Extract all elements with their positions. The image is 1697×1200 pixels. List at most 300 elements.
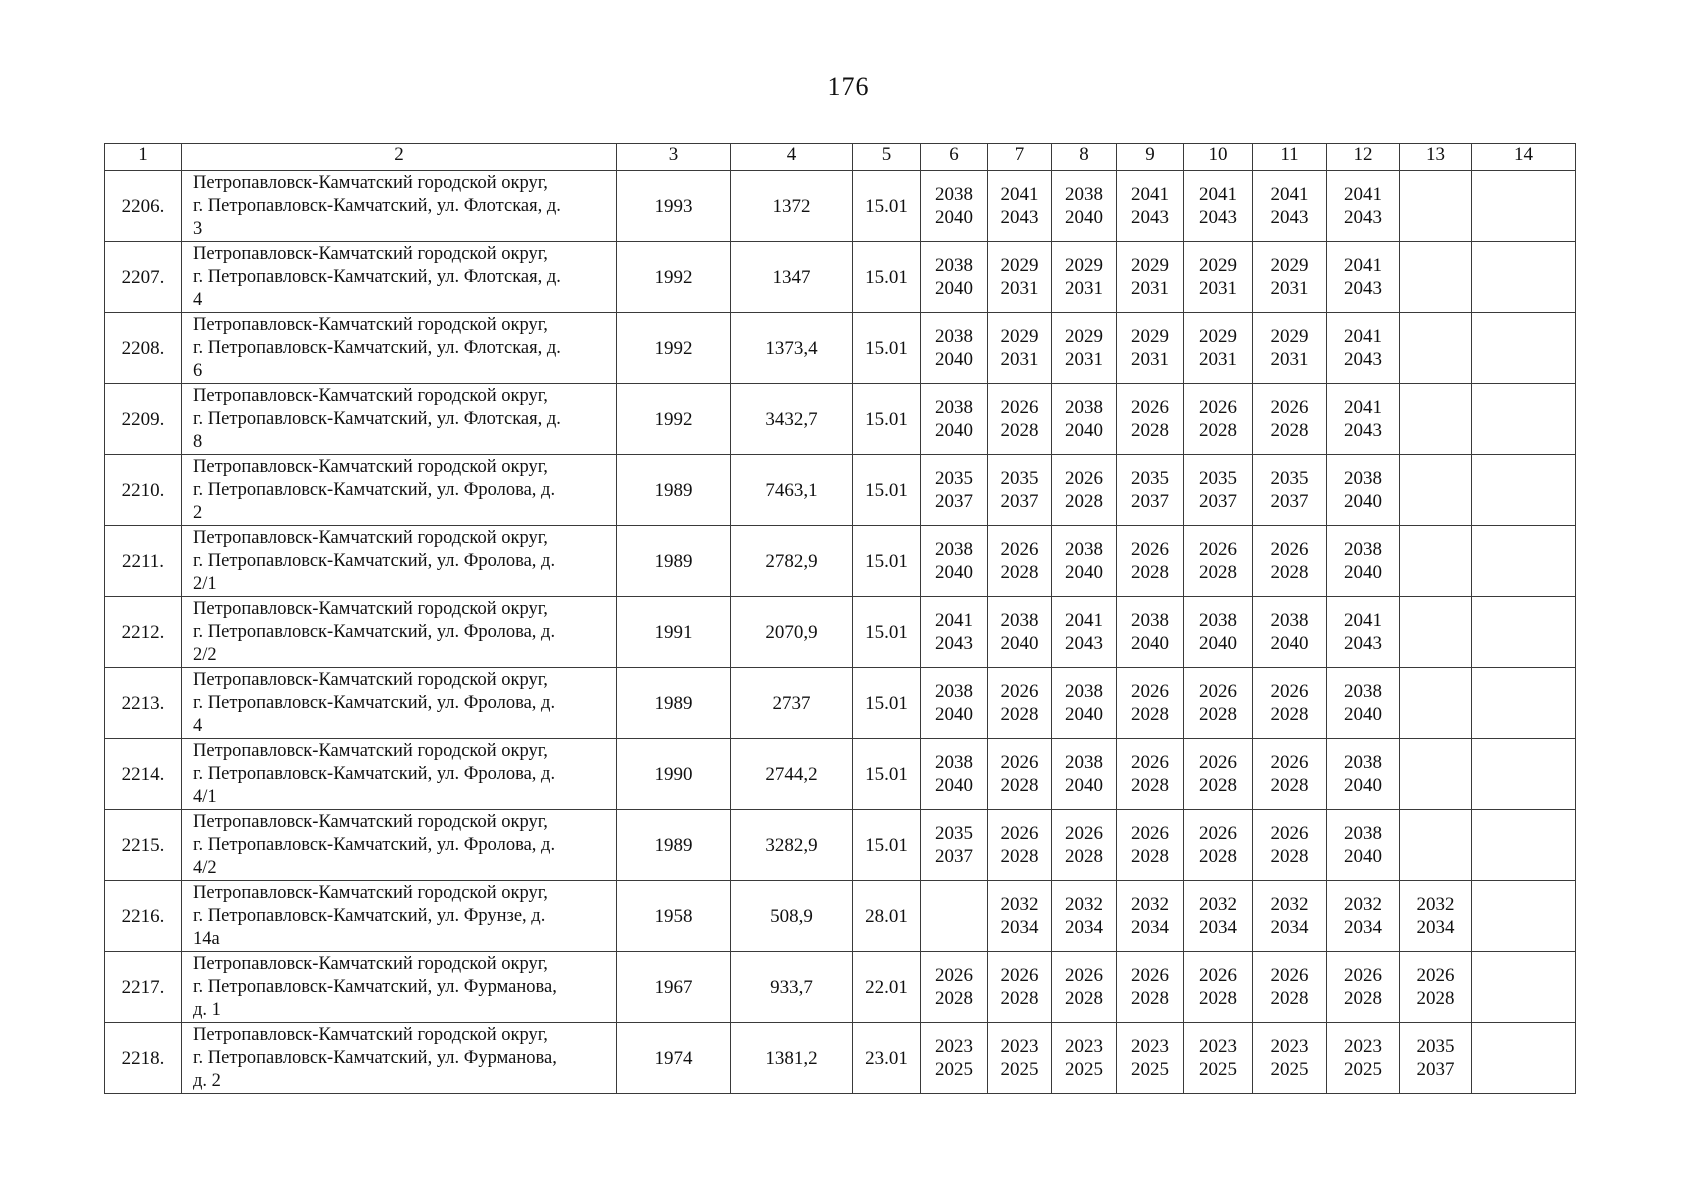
address-line: 2/2 [193, 644, 217, 665]
term-cell [1052, 242, 1117, 313]
row-number-cell [105, 1023, 182, 1094]
term-end: 2043 [1199, 207, 1237, 228]
term-start: 2026 [935, 965, 973, 986]
address-line: 3 [193, 218, 203, 239]
term-start: 2026 [1270, 965, 1309, 986]
term-cell [1400, 171, 1472, 242]
term-start: 2026 [1000, 539, 1039, 560]
term-cell [1184, 313, 1253, 384]
column-14-cell [1472, 739, 1576, 810]
table-row [105, 881, 1576, 952]
term-end: 2028 [1131, 775, 1169, 796]
address-line: Петропавловск-Камчатский городской округ, [193, 243, 548, 264]
term-cell [1400, 810, 1472, 881]
term-end: 2025 [1000, 1059, 1039, 1080]
term-end: 2034 [1131, 917, 1169, 938]
term-start: 2026 [1199, 539, 1237, 560]
term-cell [1400, 526, 1472, 597]
column-14-cell [1472, 313, 1576, 384]
term-end: 2040 [1000, 633, 1039, 654]
address-line: г. Петропавловск-Камчатский, ул. Фролова, д. [193, 621, 556, 642]
address-line: г. Петропавловск-Камчатский, ул. Флотская, д. [193, 195, 561, 216]
column-14-cell [1472, 384, 1576, 455]
column-14-cell [1472, 455, 1576, 526]
term-start: 2041 [1344, 326, 1382, 347]
term-end: 2031 [1199, 278, 1237, 299]
column-14-cell [1472, 952, 1576, 1023]
address-line: 4/1 [193, 786, 217, 807]
column-header: 9 [1117, 144, 1184, 171]
term-cell [1253, 242, 1327, 313]
term-start: 2026 [1131, 397, 1169, 418]
term-end: 2034 [1416, 917, 1455, 938]
term-start: 2032 [1131, 894, 1169, 915]
term-end: 2028 [1199, 775, 1237, 796]
term-start: 2041 [1065, 610, 1103, 631]
area-cell [731, 952, 853, 1023]
address-line: Петропавловск-Камчатский городской округ, [193, 314, 548, 335]
term-cell [1327, 313, 1400, 384]
term-cell [1184, 526, 1253, 597]
term-end: 2028 [1270, 775, 1309, 796]
term-start: 2041 [1344, 184, 1382, 205]
address-line: г. Петропавловск-Камчатский, ул. Фрунзе, д. [193, 905, 546, 926]
build-year: 1992 [654, 337, 693, 359]
term-cell [1117, 739, 1184, 810]
term-start: 2023 [1344, 1036, 1382, 1057]
term-end: 2034 [1344, 917, 1382, 938]
term-end: 2043 [1344, 278, 1382, 299]
work-code: 15.01 [865, 692, 908, 714]
term-end: 2028 [1131, 846, 1169, 867]
term-start: 2029 [1000, 255, 1039, 276]
term-end: 2037 [1199, 491, 1237, 512]
build-year: 1958 [654, 905, 693, 927]
code-cell [853, 668, 921, 739]
term-start: 2038 [1344, 823, 1382, 844]
term-cell [921, 526, 988, 597]
address-line: Петропавловск-Камчатский городской округ, [193, 172, 548, 193]
build-year: 1993 [654, 195, 693, 217]
address-cell [182, 242, 617, 313]
term-start: 2029 [1270, 255, 1309, 276]
term-start: 2032 [1000, 894, 1039, 915]
address-cell [182, 455, 617, 526]
term-end: 2040 [1344, 491, 1382, 512]
total-area: 1373,4 [765, 337, 818, 359]
term-start: 2026 [1131, 965, 1169, 986]
term-cell [1052, 384, 1117, 455]
address-line: г. Петропавловск-Камчатский, ул. Фролова, д. [193, 550, 556, 571]
area-cell [731, 171, 853, 242]
term-end: 2043 [1270, 207, 1309, 228]
row-number-cell [105, 881, 182, 952]
term-start: 2041 [1344, 397, 1382, 418]
term-start: 2026 [1131, 539, 1169, 560]
term-cell [1117, 881, 1184, 952]
term-end: 2037 [1270, 491, 1309, 512]
area-cell [731, 526, 853, 597]
term-cell [1184, 171, 1253, 242]
code-cell [853, 739, 921, 810]
code-cell [853, 526, 921, 597]
term-start: 2029 [1065, 326, 1103, 347]
term-end: 2037 [935, 846, 973, 867]
address-cell [182, 952, 617, 1023]
row-number: 2208. [121, 337, 165, 359]
term-start: 2035 [935, 468, 973, 489]
term-start: 2026 [1199, 752, 1237, 773]
term-cell [1400, 313, 1472, 384]
term-end: 2028 [1000, 775, 1039, 796]
term-end: 2028 [1065, 988, 1103, 1009]
term-cell [1117, 952, 1184, 1023]
build-year: 1992 [654, 408, 693, 430]
term-cell [1052, 455, 1117, 526]
term-end: 2031 [1270, 349, 1309, 370]
term-start: 2035 [1131, 468, 1169, 489]
total-area: 508,9 [770, 905, 813, 927]
year-cell [617, 597, 731, 668]
term-end: 2043 [935, 633, 973, 654]
work-code: 15.01 [865, 763, 908, 785]
term-start: 2035 [935, 823, 973, 844]
term-cell [988, 526, 1052, 597]
term-cell [1052, 810, 1117, 881]
term-start: 2026 [1270, 397, 1309, 418]
term-cell [1253, 739, 1327, 810]
work-code: 22.01 [865, 976, 908, 998]
term-cell [988, 242, 1052, 313]
term-end: 2028 [1199, 704, 1237, 725]
term-end: 2031 [1000, 278, 1039, 299]
column-14-cell [1472, 881, 1576, 952]
term-start: 2038 [1131, 610, 1169, 631]
work-code: 28.01 [865, 905, 908, 927]
total-area: 1372 [772, 195, 811, 217]
term-start: 2026 [1131, 752, 1169, 773]
term-cell [1253, 526, 1327, 597]
build-year: 1992 [654, 266, 693, 288]
row-number: 2206. [121, 195, 165, 217]
term-start: 2026 [1270, 752, 1309, 773]
row-number-cell [105, 384, 182, 455]
term-start: 2041 [1344, 255, 1382, 276]
term-cell [1253, 384, 1327, 455]
code-cell [853, 597, 921, 668]
address-line: г. Петропавловск-Камчатский, ул. Фролова, д. [193, 763, 556, 784]
term-cell [921, 455, 988, 526]
row-number-cell [105, 526, 182, 597]
term-cell [1052, 597, 1117, 668]
term-end: 2028 [1416, 988, 1455, 1009]
term-cell [1184, 455, 1253, 526]
term-start: 2023 [1199, 1036, 1237, 1057]
address-cell [182, 171, 617, 242]
registry-table [104, 143, 1576, 1094]
address-line: 4 [193, 289, 203, 310]
term-start: 2026 [1000, 965, 1039, 986]
term-start: 2038 [935, 397, 973, 418]
column-header: 13 [1400, 144, 1472, 171]
term-cell [1253, 810, 1327, 881]
term-cell [1052, 952, 1117, 1023]
term-end: 2037 [1131, 491, 1169, 512]
term-start: 2035 [1199, 468, 1237, 489]
row-number-cell [105, 668, 182, 739]
term-start: 2026 [1270, 681, 1309, 702]
term-start: 2038 [1344, 468, 1382, 489]
term-cell [1052, 526, 1117, 597]
address-cell [182, 881, 617, 952]
table-row [105, 384, 1576, 455]
area-cell [731, 668, 853, 739]
build-year: 1991 [654, 621, 693, 643]
term-cell [1117, 597, 1184, 668]
term-cell [921, 739, 988, 810]
term-end: 2037 [1416, 1059, 1455, 1080]
term-start: 2038 [1065, 752, 1103, 773]
page-number: 176 [827, 72, 870, 101]
term-start: 2026 [1199, 823, 1237, 844]
term-end: 2028 [1199, 846, 1237, 867]
term-cell [1327, 810, 1400, 881]
term-start: 2026 [1000, 752, 1039, 773]
term-cell [1052, 1023, 1117, 1094]
address-line: г. Петропавловск-Камчатский, ул. Флотская, д. [193, 266, 561, 287]
area-cell [731, 1023, 853, 1094]
term-start: 2023 [1065, 1036, 1103, 1057]
term-start: 2029 [1131, 326, 1169, 347]
term-cell [1184, 597, 1253, 668]
work-code: 15.01 [865, 195, 908, 217]
term-end: 2028 [1131, 420, 1169, 441]
address-cell [182, 1023, 617, 1094]
address-cell [182, 313, 617, 384]
term-end: 2028 [1199, 988, 1237, 1009]
term-start: 2026 [1131, 823, 1169, 844]
address-line: Петропавловск-Камчатский городской округ, [193, 598, 548, 619]
term-start: 2041 [1344, 610, 1382, 631]
term-end: 2028 [1131, 988, 1169, 1009]
total-area: 7463,1 [765, 479, 818, 501]
term-cell [1117, 1023, 1184, 1094]
term-start: 2026 [1199, 965, 1237, 986]
term-end: 2034 [1270, 917, 1309, 938]
term-start: 2038 [1344, 752, 1382, 773]
term-cell [1400, 242, 1472, 313]
term-cell [1327, 668, 1400, 739]
term-end: 2028 [1131, 704, 1169, 725]
term-start: 2038 [935, 326, 973, 347]
column-header: 10 [1184, 144, 1253, 171]
table-row [105, 1023, 1576, 1094]
column-14-cell [1472, 242, 1576, 313]
address-line: Петропавловск-Камчатский городской округ, [193, 882, 548, 903]
build-year: 1989 [654, 692, 693, 714]
column-header: 6 [921, 144, 988, 171]
year-cell [617, 1023, 731, 1094]
column-14-cell [1472, 1023, 1576, 1094]
term-end: 2043 [1065, 633, 1103, 654]
code-cell [853, 952, 921, 1023]
total-area: 933,7 [770, 976, 813, 998]
term-cell [1052, 881, 1117, 952]
term-cell [1052, 668, 1117, 739]
column-header: 14 [1472, 144, 1576, 171]
term-cell [921, 668, 988, 739]
term-start: 2029 [1270, 326, 1309, 347]
table-row [105, 739, 1576, 810]
address-line: Петропавловск-Камчатский городской округ, [193, 669, 548, 690]
term-cell [988, 668, 1052, 739]
header-row [105, 144, 1576, 171]
term-start: 2026 [1270, 823, 1309, 844]
year-cell [617, 171, 731, 242]
term-cell [1400, 952, 1472, 1023]
term-cell [1184, 668, 1253, 739]
term-cell [988, 384, 1052, 455]
term-end: 2040 [1344, 775, 1382, 796]
area-cell [731, 455, 853, 526]
term-start: 2032 [1344, 894, 1382, 915]
term-cell [1327, 1023, 1400, 1094]
term-end: 2028 [1000, 988, 1039, 1009]
term-end: 2028 [1270, 704, 1309, 725]
term-start: 2023 [935, 1036, 973, 1057]
term-end: 2028 [1000, 846, 1039, 867]
term-cell [1117, 668, 1184, 739]
term-cell [1253, 668, 1327, 739]
code-cell [853, 171, 921, 242]
term-cell [1400, 668, 1472, 739]
term-cell [1327, 952, 1400, 1023]
term-end: 2028 [1270, 988, 1309, 1009]
column-14-cell [1472, 526, 1576, 597]
term-start: 2041 [1131, 184, 1169, 205]
row-number-cell [105, 171, 182, 242]
term-start: 2026 [1199, 397, 1237, 418]
term-end: 2028 [1199, 562, 1237, 583]
term-cell [921, 313, 988, 384]
term-start: 2029 [1199, 326, 1237, 347]
term-start: 2038 [1065, 397, 1103, 418]
term-start: 2026 [1065, 965, 1103, 986]
address-line: д. 2 [193, 1070, 221, 1091]
build-year: 1989 [654, 479, 693, 501]
year-cell [617, 526, 731, 597]
term-cell [1117, 171, 1184, 242]
term-end: 2040 [1065, 704, 1103, 725]
term-start: 2032 [1199, 894, 1237, 915]
term-start: 2038 [935, 752, 973, 773]
term-cell [988, 597, 1052, 668]
term-end: 2025 [935, 1059, 973, 1080]
term-end: 2028 [1270, 846, 1309, 867]
term-cell [1117, 384, 1184, 455]
address-line: Петропавловск-Камчатский городской округ, [193, 811, 548, 832]
term-end: 2028 [1000, 562, 1039, 583]
address-line: д. 1 [193, 999, 221, 1020]
row-number: 2216. [121, 905, 165, 927]
term-cell [988, 881, 1052, 952]
total-area: 2737 [772, 692, 811, 714]
term-cell [1400, 455, 1472, 526]
term-start: 2026 [1065, 468, 1103, 489]
term-end: 2040 [1131, 633, 1169, 654]
row-number: 2215. [121, 834, 165, 856]
year-cell [617, 810, 731, 881]
column-14-cell [1472, 597, 1576, 668]
year-cell [617, 242, 731, 313]
term-end: 2043 [1344, 420, 1382, 441]
term-end: 2028 [1199, 420, 1237, 441]
total-area: 2782,9 [765, 550, 818, 572]
term-start: 2023 [1000, 1036, 1039, 1057]
term-cell [921, 1023, 988, 1094]
term-end: 2028 [1065, 846, 1103, 867]
term-start: 2026 [1065, 823, 1103, 844]
term-end: 2040 [935, 704, 973, 725]
term-end: 2028 [1000, 704, 1039, 725]
area-cell [731, 384, 853, 455]
build-year: 1989 [654, 550, 693, 572]
term-end: 2040 [1344, 846, 1382, 867]
term-start: 2026 [1131, 681, 1169, 702]
year-cell [617, 952, 731, 1023]
column-header: 12 [1327, 144, 1400, 171]
term-end: 2040 [935, 278, 973, 299]
term-cell [1327, 597, 1400, 668]
row-number: 2211. [121, 550, 165, 572]
term-cell [921, 881, 988, 952]
address-line: г. Петропавловск-Камчатский, ул. Фурманова, [193, 976, 557, 997]
table-row [105, 526, 1576, 597]
term-end: 2040 [935, 349, 973, 370]
term-end: 2043 [1344, 633, 1382, 654]
work-code: 15.01 [865, 621, 908, 643]
term-end: 2025 [1065, 1059, 1103, 1080]
term-end: 2037 [1000, 491, 1039, 512]
term-end: 2043 [1344, 349, 1382, 370]
address-line: Петропавловск-Камчатский городской округ, [193, 527, 548, 548]
term-end: 2040 [935, 420, 973, 441]
work-code: 15.01 [865, 550, 908, 572]
column-14-cell [1472, 668, 1576, 739]
term-cell [1117, 242, 1184, 313]
table-row [105, 455, 1576, 526]
term-end: 2043 [1131, 207, 1169, 228]
term-start: 2029 [1065, 255, 1103, 276]
column-header: 3 [617, 144, 731, 171]
term-cell [1184, 952, 1253, 1023]
term-cell [1327, 171, 1400, 242]
term-start: 2023 [1270, 1036, 1309, 1057]
term-end: 2040 [935, 562, 973, 583]
term-cell [988, 313, 1052, 384]
term-cell [1253, 455, 1327, 526]
term-end: 2025 [1131, 1059, 1169, 1080]
code-cell [853, 1023, 921, 1094]
total-area: 3282,9 [765, 834, 818, 856]
term-start: 2032 [1416, 894, 1455, 915]
row-number: 2217. [121, 976, 165, 998]
term-cell [1052, 171, 1117, 242]
term-cell [988, 810, 1052, 881]
table-row [105, 810, 1576, 881]
term-end: 2028 [1270, 420, 1309, 441]
term-start: 2035 [1416, 1036, 1455, 1057]
